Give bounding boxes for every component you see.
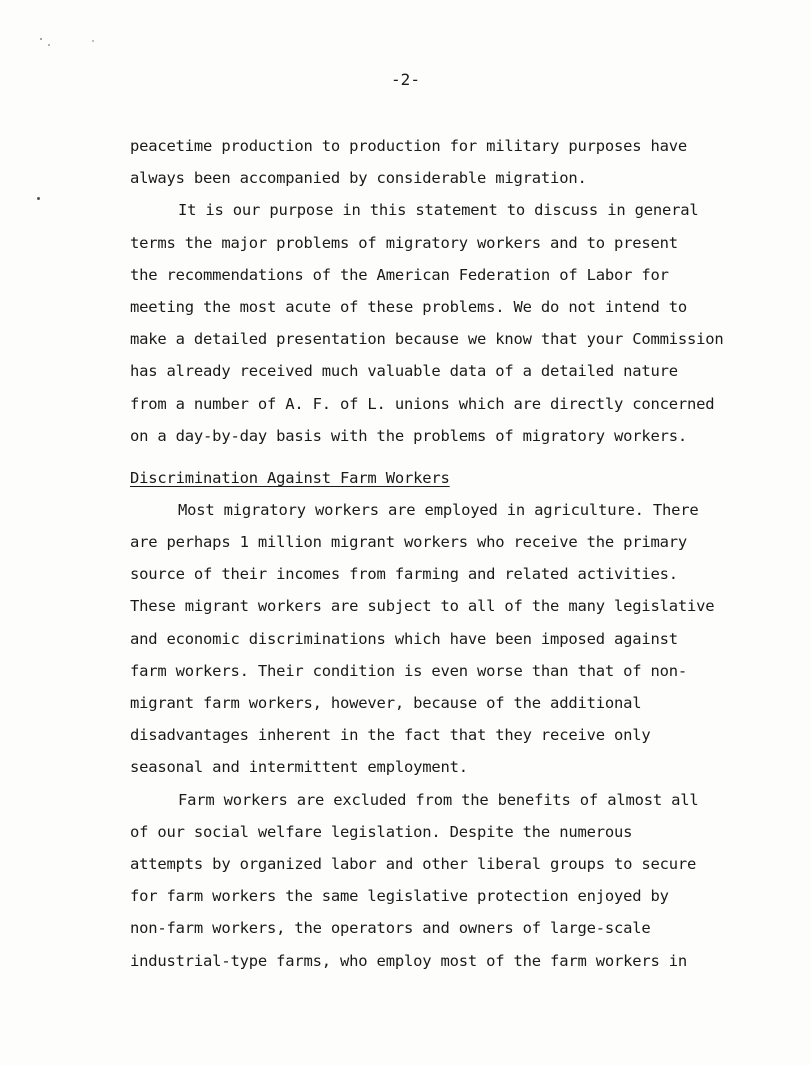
document-body [130,130,770,977]
text-line: of our social welfare legislation. Despite the numerous [130,822,633,841]
paragraph [130,130,770,194]
text-line: disadvantages inherent in the fact that they receive only [130,726,651,745]
text-line: on a day-by-day basis with the problems of migratory workers. [130,426,688,445]
text-line: seasonal and intermittent employment. [130,758,468,777]
paragraph [130,194,770,452]
text-line: source of their incomes from farming and related activities. [130,565,678,584]
paper-speck [37,197,40,200]
text-line: always been accompanied by considerable migration. [130,169,587,188]
text-line: are perhaps 1 million migrant workers who receive the primary [130,533,688,552]
section-heading: Discrimination Against Farm Workers [130,468,450,487]
text-line: attempts by organized labor and other liberal groups to secure [130,854,697,873]
text-line: meeting the most acute of these problems. We do not intend to [130,297,688,316]
text-line: These migrant workers are subject to all of the many legislative [130,597,715,616]
text-line: terms the major problems of migratory workers and to present [130,233,678,252]
page-number: -2- [391,70,420,89]
text-line: It is our purpose in this statement to discuss in general [178,201,699,220]
section-gap [130,452,770,462]
text-line: and economic discriminations which have been imposed against [130,629,678,648]
text-line: peacetime production to production for military purposes have [130,137,688,155]
text-line: for farm workers the same legislative protection enjoyed by [130,887,669,906]
text-line: Most migratory workers are employed in agriculture. There [178,500,699,519]
paragraph [130,494,770,784]
text-line: make a detailed presentation because we know that your Commission [130,330,724,349]
text-line: farm workers. Their condition is even worse than that of non- [130,661,688,680]
text-line: migrant farm workers, however, because of the additional [130,694,642,712]
text-line: non-farm workers, the operators and owners of large-scale [130,919,651,938]
paper-speck [92,40,94,42]
paper-speck [40,38,42,40]
text-line: industrial-type farms, who employ most of the farm workers in [130,951,688,970]
text-line: has already received much valuable data of a detailed nature [130,362,678,381]
text-line: Farm workers are excluded from the benefits of almost all [178,790,699,809]
text-line: the recommendations of the American Federation of Labor for [130,265,669,284]
paper-speck [48,44,50,46]
text-line: from a number of A. F. of L. unions which are directly concerned [130,394,715,413]
paragraph [130,784,770,977]
